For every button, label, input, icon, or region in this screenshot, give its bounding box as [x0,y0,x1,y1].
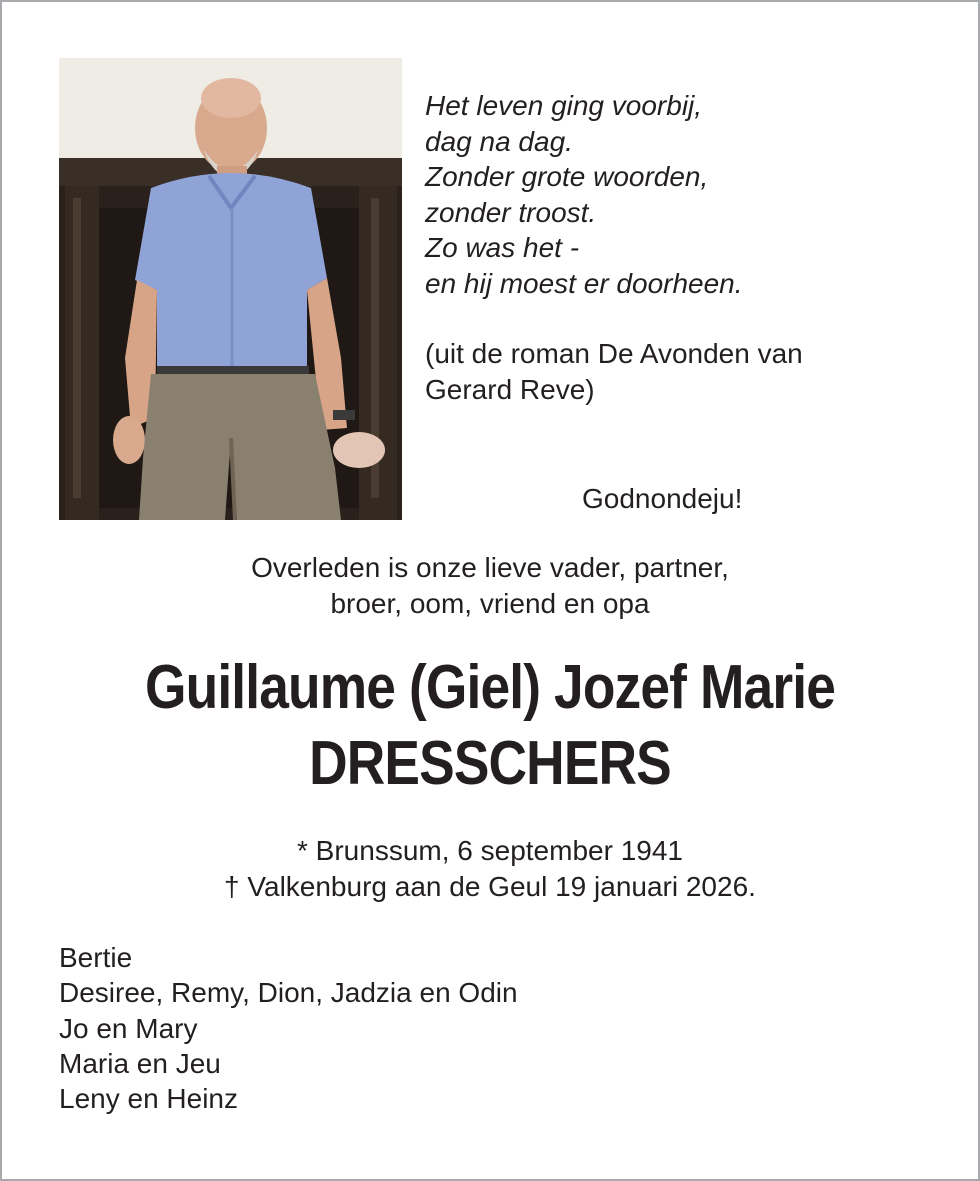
announcement-intro [0,550,980,621]
intro-line: Overleden is onze lieve vader, partner, [251,552,729,583]
family-list [59,940,518,1116]
poem-line: dag na dag. [425,125,573,157]
poem-line: Het leven ging voorbij, [425,90,703,121]
portrait-photo [59,58,402,520]
poem-source [425,336,945,407]
death-date: † Valkenburg aan de Geul 19 januari 2026. [224,870,756,902]
poem-line: en hij moest er doorheen. [425,267,743,299]
intro-line: broer, oom, vriend en opa [330,587,650,619]
poem-source-line: Gerard Reve) [425,373,595,405]
poem-source-line: (uit de roman De Avonden van [425,338,803,369]
exclamation: Godnondeju! [582,483,743,514]
family-member: Jo en Mary [59,1012,198,1044]
poem-line: Zonder grote woorden, [425,161,709,192]
deceased-name [69,650,912,802]
family-member: Leny en Heinz [59,1083,239,1115]
poem [425,88,945,301]
life-dates [0,833,980,904]
deceased-surname: DRESSCHERS [309,729,671,798]
deceased-given-names: Guillaume (Giel) Jozef Marie [145,653,835,722]
family-member: Maria en Jeu [59,1047,221,1079]
poem-line: Zo was het - [425,232,580,263]
family-member: Desiree, Remy, Dion, Jadzia en Odin [59,977,518,1009]
poem-line: zonder troost. [425,196,597,228]
birth-date: * Brunssum, 6 september 1941 [297,835,683,866]
family-member: Bertie [59,942,133,973]
